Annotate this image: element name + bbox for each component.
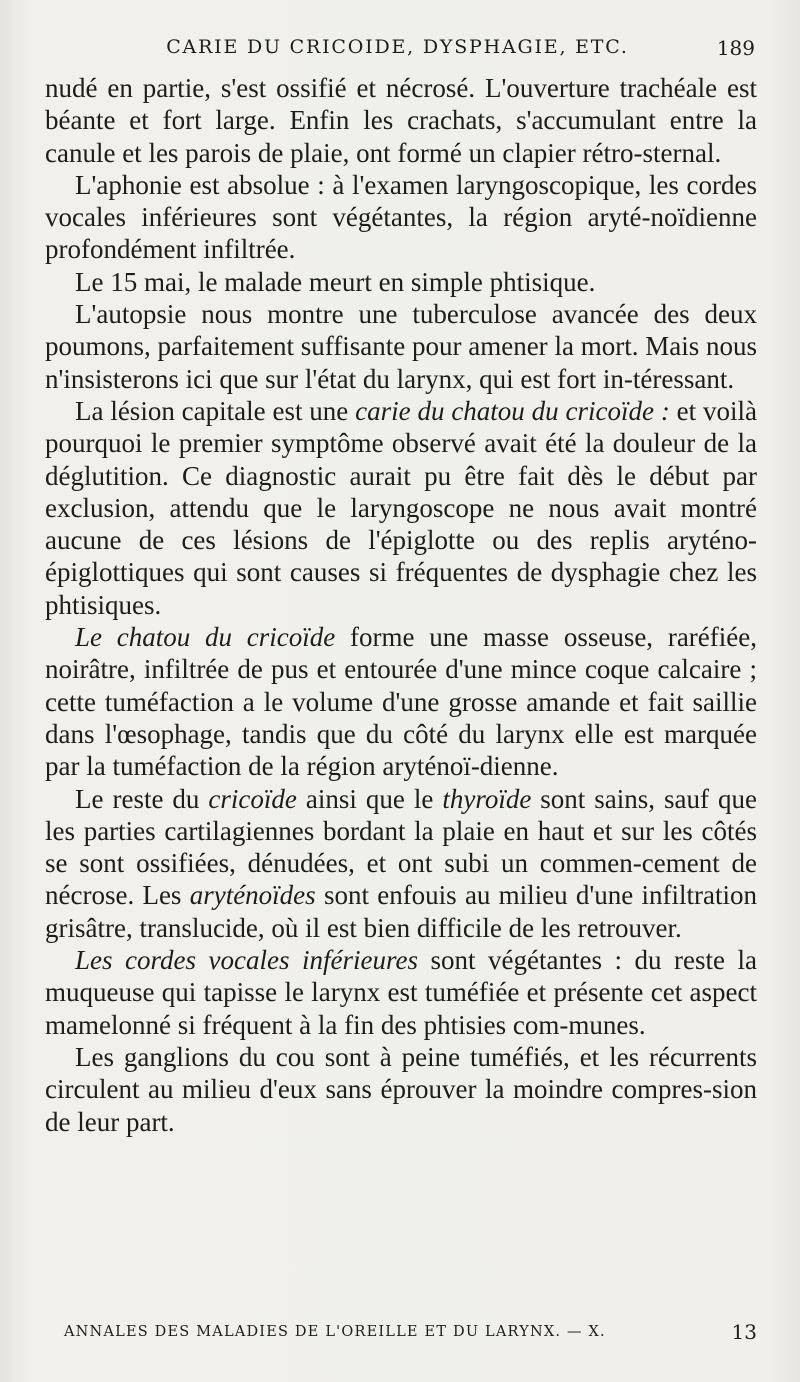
text-run: La lésion capitale est une [75,395,356,426]
paragraph [45,169,757,266]
text-run: ainsi que le [296,783,443,814]
paragraph [45,944,757,1041]
paragraph [45,1041,757,1138]
italic-text: aryténoïdes [189,880,316,911]
text-run: sont sains, sauf que les parties cartilagiennes bordant la plaie en haut et sur les côtés se sont ossifiées, dénudées, et ont subi un commen-cement de nécrose. Les [45,783,757,911]
running-head [40,30,755,64]
page-number: 189 [716,36,755,60]
text-run: et voilà pourquoi le premier symptôme observé avait été la douleur de la déglutition. Ce diagnostic aurait pu être fait dès le début par exclusion, attendu que le laryngoscope ne nous avait montré aucune de ces lésions de l'épiglotte ou des replis aryténo-épiglottiques qui sont causes si fréquentes de dysphagie chez les phtisiques. [45,395,757,620]
text-run: Le reste du [75,783,209,814]
text-run: L'autopsie nous montre une tuberculose avancée des deux poumons, parfaitement suffisante pour amener la mort. Mais nous n'insisterons ici que sur l'état du larynx, qui est fort in-téressant. [45,299,757,394]
paragraph [45,266,757,298]
italic-text: Le chatou du cricoïde [75,622,336,653]
italic-text: thyroïde [442,783,532,814]
text-run: L'aphonie est absolue : à l'examen laryngoscopique, les cordes vocales inférieures sont végétantes, la région aryté-noïdienne profondément infiltrée. [45,169,757,265]
running-head-title: CARIE DU CRICOIDE, DYSPHAGIE, ETC. [166,36,629,58]
paragraph [45,72,757,169]
italic-text: carie du chatou du cricoïde : [355,395,670,426]
paragraph [45,395,757,621]
text-run: Le 15 mai, le malade meurt en simple phtisique. [75,266,596,297]
text-run: nudé en partie, s'est ossifié et nécrosé. L'ouverture trachéale est béante et fort large. Enfin les crachats, s'accumulant entre la canule et les parois de plaie, ont formé un clapier rétro-sternal. [45,73,757,168]
text-run: forme une masse osseuse, raréfiée, noirâtre, infiltrée de pus et entourée d'une mince coque calcaire ; cette tuméfaction a le volume d'une grosse amande et fait saillie dans l'œsophage, tandis que du côté du larynx elle est marquée par la tuméfaction de la région aryténoï-dienne. [45,622,757,782]
text-run: Les ganglions du cou sont à peine tuméfiés, et les récurrents circulent au milieu d'eux sans éprouver la moindre compres-sion de leur part. [45,1041,757,1137]
paragraph [45,621,757,782]
paragraph [45,783,757,944]
signature-mark: 13 [731,1320,757,1344]
italic-text: Les cordes vocales inférieures [75,945,418,976]
paragraph [45,298,757,395]
page-footer [22,1320,757,1350]
body-text [45,72,757,1138]
italic-text: cricoïde [208,783,297,814]
text-run: sont enfouis au milieu d'une infiltration grisâtre, translucide, où il est bien difficile de les retrouver. [45,880,758,943]
text-run: sont végétantes : du reste la muqueuse qui tapisse le larynx est tuméfiée et présente cet aspect mamelonné si fréquent à la fin des phtisies com-munes. [45,945,757,1040]
footer-journal-title: ANNALES DES MALADIES DE L'OREILLE ET DU LARYNX. — X. [64,1324,606,1340]
